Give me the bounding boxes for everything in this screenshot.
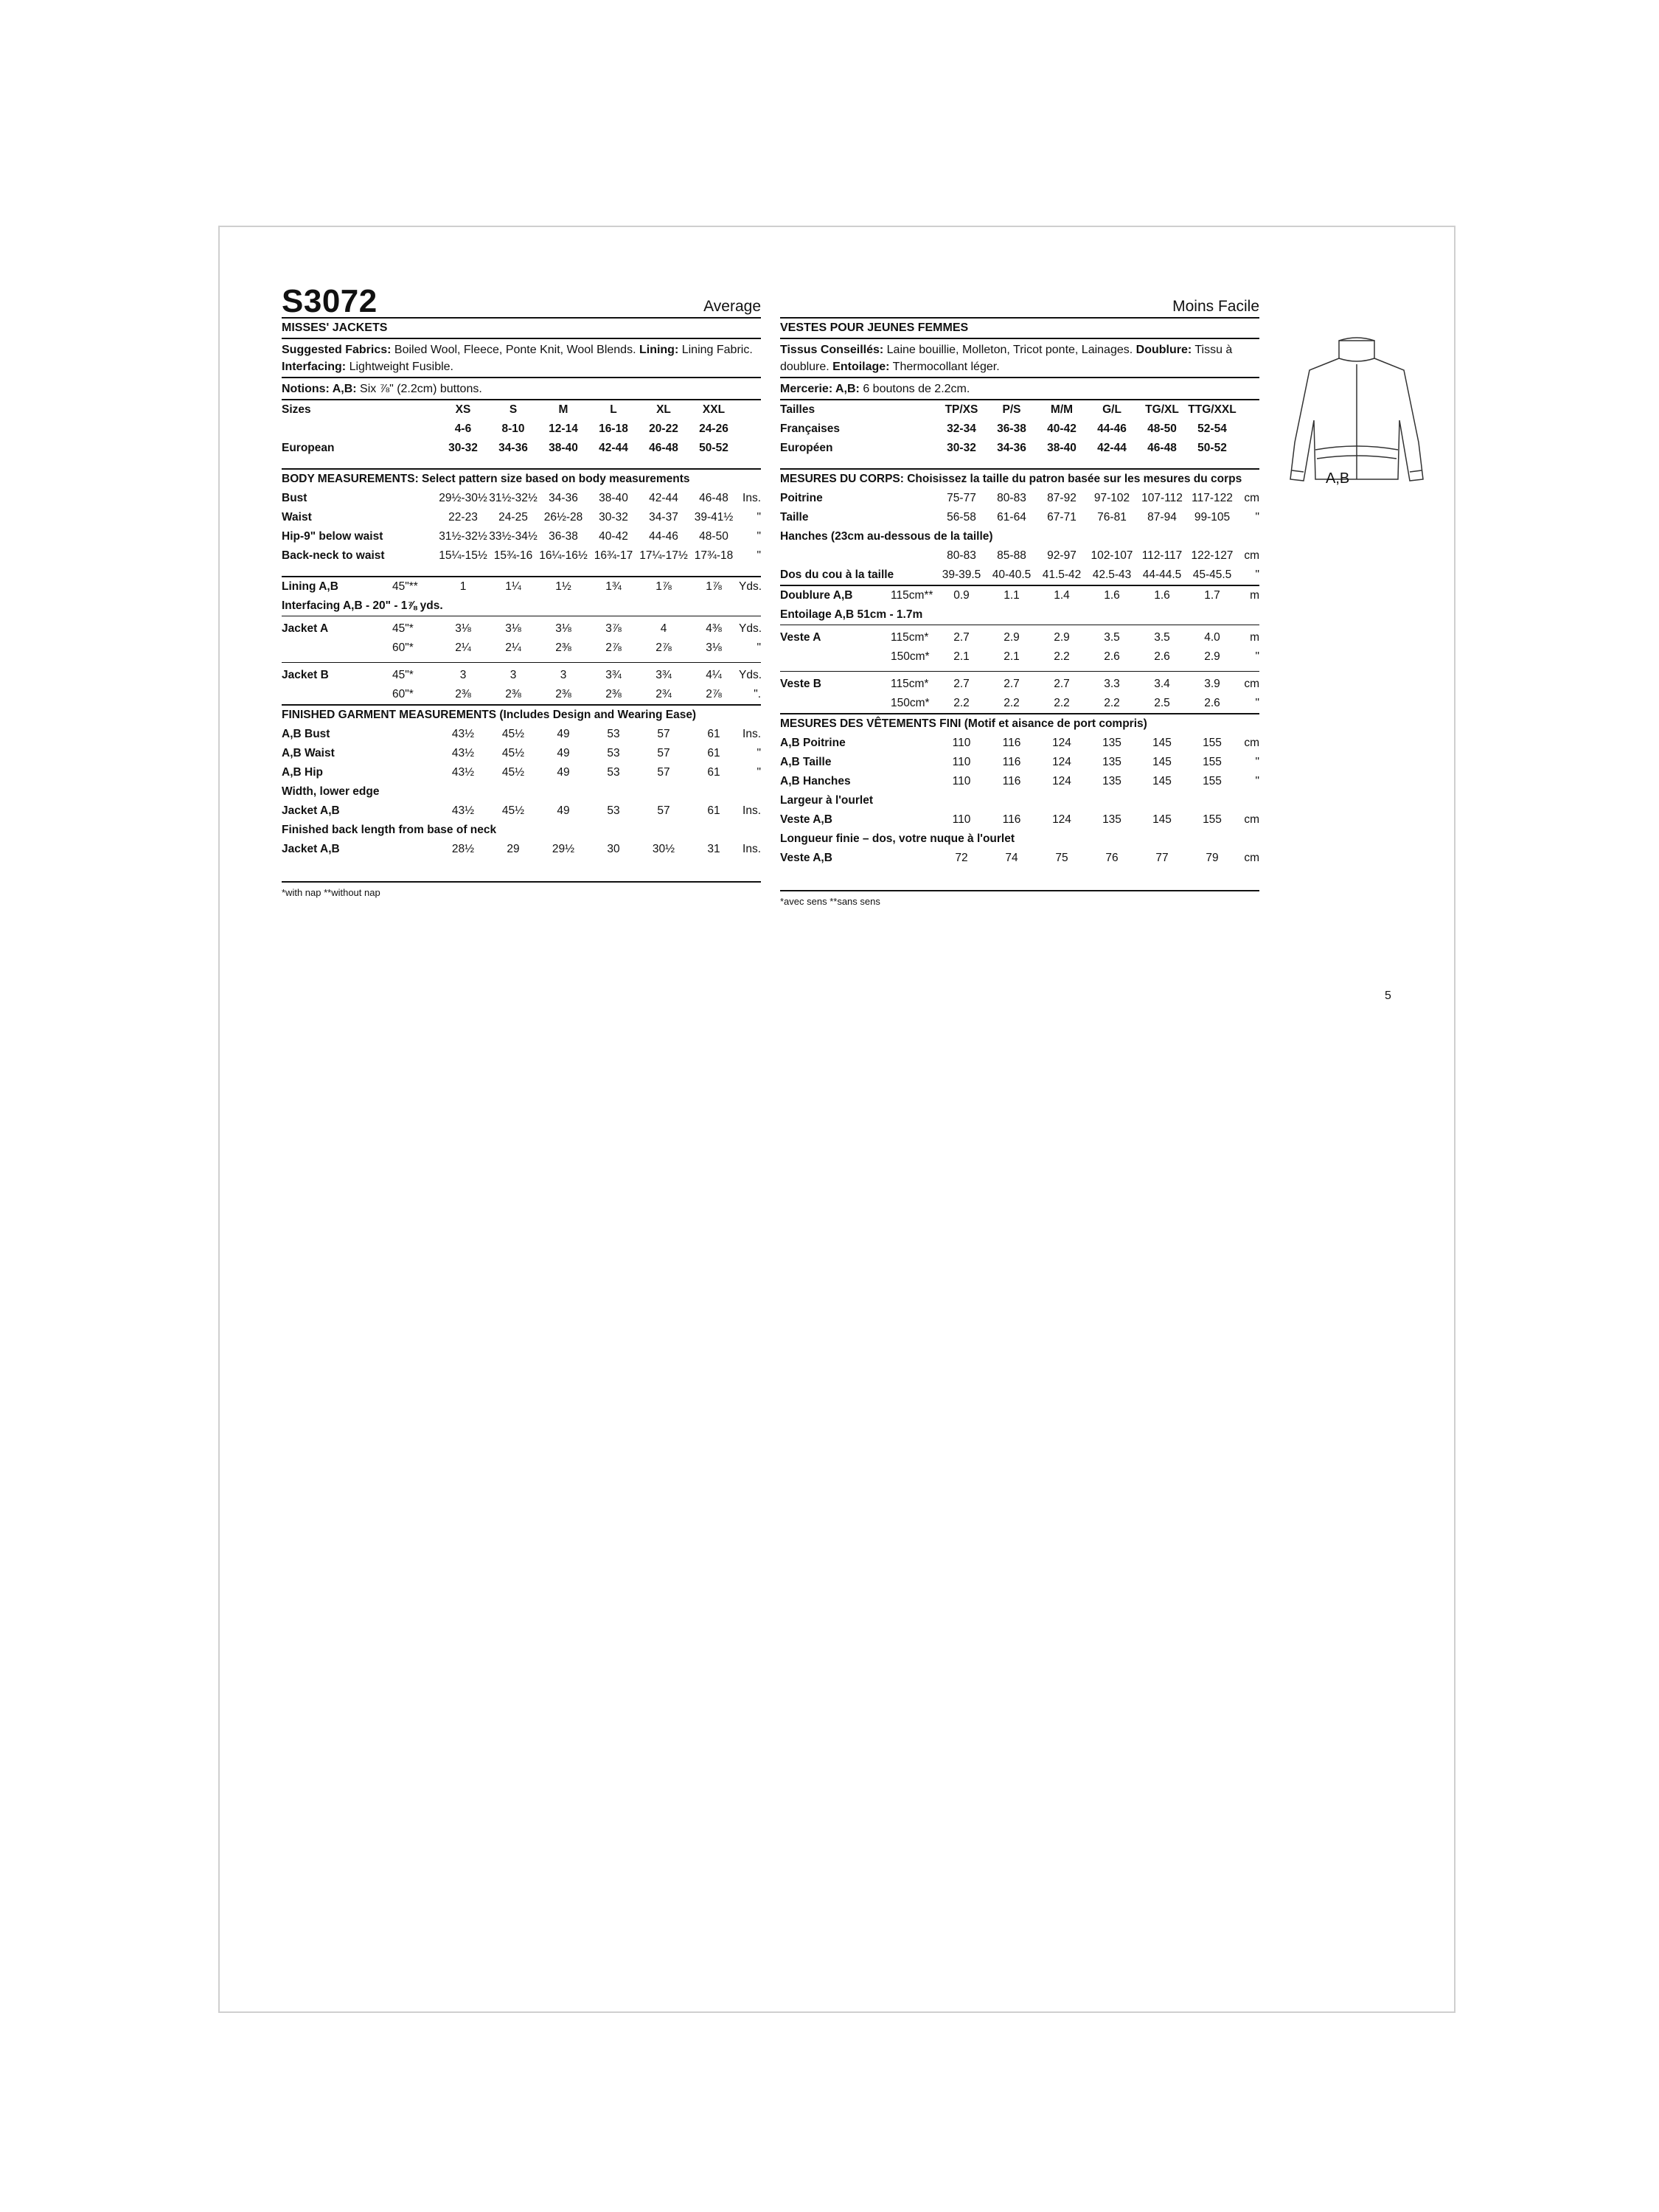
footnote-fr: *avec sens **sans sens bbox=[780, 890, 1259, 907]
fabrics-en: Suggested Fabrics: Boiled Wool, Fleece, Ponte Knit, Wool Blends. Lining: Lining Fabric. Interfacing: Lightweight Fusible. bbox=[282, 344, 753, 373]
finished-measurement-row: A,B Waist 43½ 45½ 49 53 57 61 " bbox=[282, 747, 761, 759]
finished-measurement-row: Veste A,B 72 74 75 76 77 79 cm bbox=[780, 852, 1259, 864]
body-measurements-title-en: BODY MEASUREMENTS: Select pattern size based on body measurements bbox=[282, 473, 690, 485]
page-number: 5 bbox=[1385, 990, 1391, 1002]
yardage-row: Jacket A 45"* 3⅛ 3⅛ 3⅛ 3⅞ 4 4⅜ Yds. bbox=[282, 622, 762, 635]
yardage-table-fr bbox=[780, 586, 1259, 713]
european-size-row: European 30-32 34-36 38-40 42-44 46-48 50-52 bbox=[282, 442, 728, 454]
yardage-row: 60"* 2¼ 2¼ 2⅜ 2⅞ 2⅞ 3⅛ " bbox=[392, 641, 761, 654]
body-measurements-title-fr: MESURES DU CORPS: Choisissez la taille du patron basée sur les mesures du corps bbox=[780, 473, 1242, 485]
yardage-table-en bbox=[282, 577, 761, 704]
body-measurement-row: Poitrine 75-77 80-83 87-92 97-102 107-112 117-122 cm bbox=[780, 492, 1259, 504]
finished-measurement-row: A,B Bust 43½ 45½ 49 53 57 61 Ins. bbox=[282, 728, 761, 740]
body-measurement-row: Hip-9" below waist 31½-32½ 33½-34½ 36-38 40-42 44-46 48-50 " bbox=[282, 530, 761, 543]
finished-measurement-row: A,B Hip 43½ 45½ 49 53 57 61 " bbox=[282, 766, 761, 779]
section-title-fr: VESTES POUR JEUNES FEMMES bbox=[780, 319, 1259, 339]
size-number-row: 4-6 8-10 12-14 16-18 20-22 24-26 bbox=[454, 422, 728, 435]
body-measurement-row: Dos du cou à la taille 39-39.5 40-40.5 41.5-42 42.5-43 44-44.5 45-45.5 " bbox=[780, 568, 1259, 581]
english-column bbox=[282, 279, 761, 898]
yardage-row: 60"* 2⅜ 2⅜ 2⅜ 2⅜ 2¾ 2⅞ ". bbox=[392, 688, 761, 700]
finished-measurement-row: Jacket A,B 43½ 45½ 49 53 57 61 Ins. bbox=[282, 804, 761, 817]
header-en bbox=[282, 279, 761, 319]
yardage-row: Veste A 115cm* 2.7 2.9 2.9 3.5 3.5 4.0 m bbox=[780, 631, 1259, 644]
yardage-row: 150cm* 2.2 2.2 2.2 2.2 2.5 2.6 " bbox=[891, 697, 1259, 709]
width-label-row: Width, lower edge bbox=[282, 785, 380, 798]
finished-measurement-row: Veste A,B 110 116 124 135 145 155 cm bbox=[780, 813, 1259, 826]
footnote-en: *with nap **without nap bbox=[282, 881, 761, 898]
finished-measurement-row: A,B Hanches 110 116 124 135 145 155 " bbox=[780, 775, 1259, 787]
size-number-row: Françaises 32-34 36-38 40-42 44-46 48-50 52-54 bbox=[780, 422, 1227, 435]
interfacing-row: Interfacing A,B - 20" - 1⅞ yds. bbox=[282, 599, 443, 612]
width-label-row: Largeur à l'ourlet bbox=[780, 794, 873, 807]
length-label-row: Longueur finie – dos, votre nuque à l'ourlet bbox=[780, 832, 1015, 845]
french-column bbox=[780, 279, 1259, 907]
difficulty-level-en: Average bbox=[703, 298, 761, 315]
notions-en: Notions: A,B: Six ⅞" (2.2cm) buttons. bbox=[282, 383, 482, 395]
finished-table-en bbox=[282, 725, 761, 859]
european-size-row: Européen 30-32 34-36 38-40 42-44 46-48 50-52 bbox=[780, 442, 1227, 454]
size-header-row: Tailles TP/XS P/S M/M G/L TG/XL TTG/XXL bbox=[780, 403, 1237, 416]
fabrics-fr: Tissus Conseillés: Laine bouillie, Molleton, Tricot ponte, Lainages. Doublure: Tissu à doublure. Entoilage: Thermocollant léger. bbox=[780, 344, 1233, 373]
interfacing-row: Entoilage A,B 51cm - 1.7m bbox=[780, 608, 923, 621]
finished-measurement-row: A,B Taille 110 116 124 135 145 155 " bbox=[780, 756, 1259, 768]
size-header-row: Sizes XS S M L XL XXL bbox=[282, 403, 726, 416]
yardage-row: Veste B 115cm* 2.7 2.7 2.7 3.3 3.4 3.9 cm bbox=[780, 678, 1259, 690]
yardage-row: Jacket B 45"* 3 3 3 3¾ 3¾ 4¼ Yds. bbox=[282, 669, 762, 681]
jacket-illustration bbox=[1287, 332, 1426, 501]
finished-measurement-row: Jacket A,B 28½ 29 29½ 30 30½ 31 Ins. bbox=[282, 843, 761, 855]
body-measurement-row: 80-83 85-88 92-97 102-107 112-117 122-127 cm bbox=[947, 549, 1259, 562]
size-table-fr bbox=[780, 400, 1259, 458]
lining-row: Doublure A,B 115cm** 0.9 1.1 1.4 1.6 1.6 1.7 m bbox=[780, 589, 1259, 602]
pattern-sheet bbox=[218, 226, 1455, 2013]
size-table-en bbox=[282, 400, 761, 458]
body-measurement-row: Bust 29½-30½ 31½-32½ 34-36 38-40 42-44 46-48 Ins. bbox=[282, 492, 761, 504]
finished-table-fr bbox=[780, 734, 1259, 868]
lining-row: Lining A,B 45"** 1 1¼ 1½ 1¾ 1⅞ 1⅞ Yds. bbox=[282, 580, 762, 593]
notions-fr: Mercerie: A,B: 6 boutons de 2.2cm. bbox=[780, 383, 970, 395]
body-measurement-row: Taille 56-58 61-64 67-71 76-81 87-94 99-105 " bbox=[780, 511, 1259, 524]
view-label: A,B bbox=[1326, 470, 1350, 487]
body-measurement-row: Back-neck to waist 15¼-15½ 15¾-16 16¼-16½ 16¾-17 17¼-17½ 17¾-18 " bbox=[282, 549, 761, 562]
hip-label-row: Hanches (23cm au-dessous de la taille) bbox=[780, 530, 993, 543]
finished-measurement-row: A,B Poitrine 110 116 124 135 145 155 cm bbox=[780, 737, 1259, 749]
yardage-row: 150cm* 2.1 2.1 2.2 2.6 2.6 2.9 " bbox=[891, 650, 1259, 663]
finished-title-fr: MESURES DES VÊTEMENTS FINI (Motif et aisance de port compris) bbox=[780, 717, 1147, 730]
body-measurements-table-fr bbox=[780, 489, 1259, 585]
body-measurements-table-en bbox=[282, 489, 761, 566]
difficulty-level-fr: Moins Facile bbox=[1172, 298, 1259, 315]
header-fr bbox=[780, 279, 1259, 319]
finished-title-en: FINISHED GARMENT MEASUREMENTS (Includes Design and Wearing Ease) bbox=[282, 709, 697, 721]
fabrics-label: Suggested Fabrics: bbox=[282, 344, 392, 356]
section-title-en: MISSES' JACKETS bbox=[282, 319, 761, 339]
length-label-row: Finished back length from base of neck bbox=[282, 824, 497, 836]
body-measurement-row: Waist 22-23 24-25 26½-28 30-32 34-37 39-41½ " bbox=[282, 511, 761, 524]
pattern-code: S3072 bbox=[282, 283, 378, 319]
